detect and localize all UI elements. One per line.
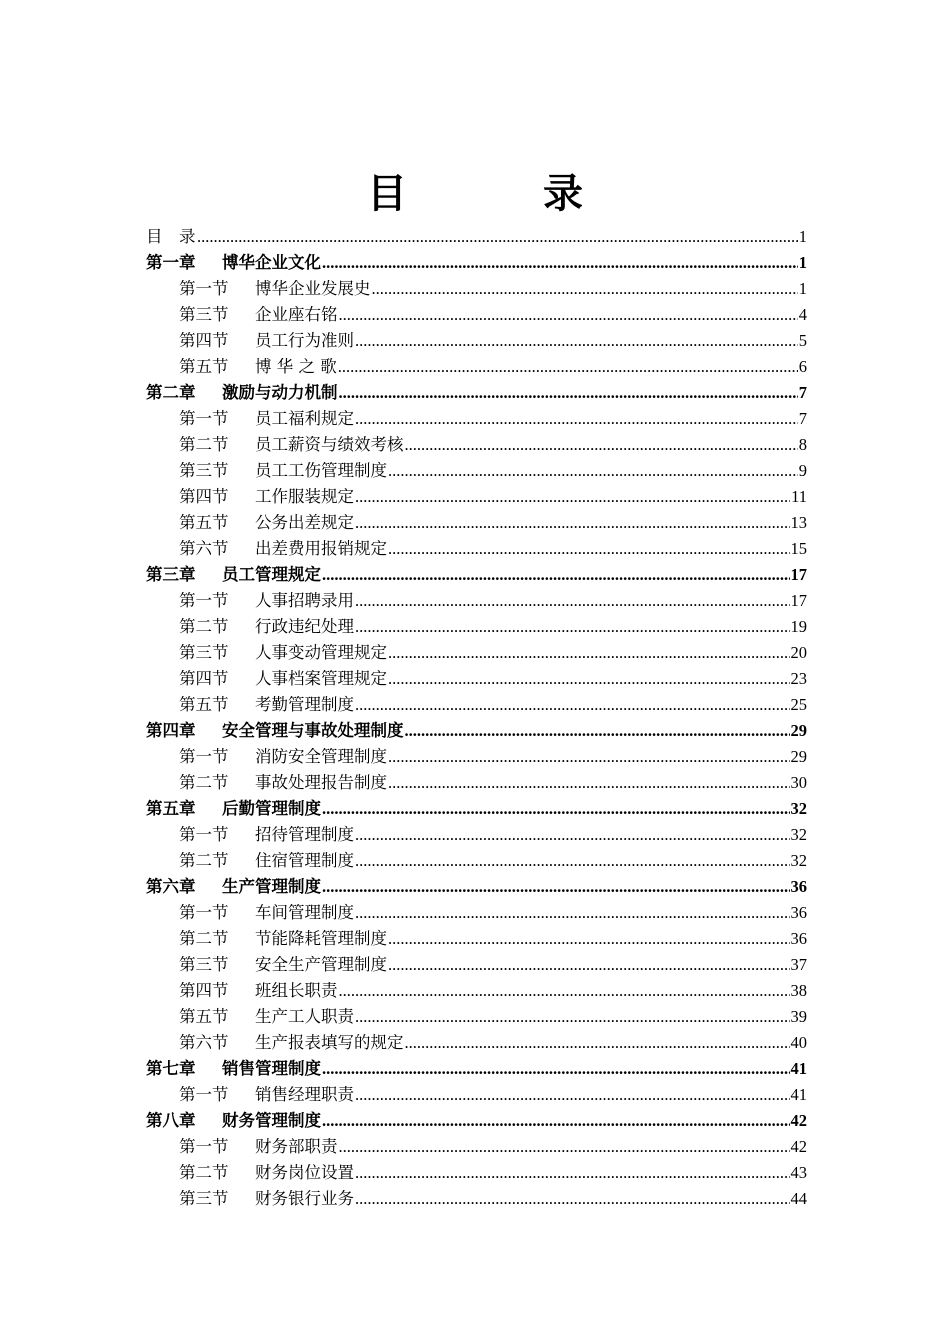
dot-leader bbox=[355, 614, 790, 640]
dot-leader bbox=[388, 770, 790, 796]
toc-entry-title: 事故处理报告制度 bbox=[255, 773, 387, 792]
dot-leader bbox=[355, 900, 790, 926]
toc-page-number: 29 bbox=[790, 747, 807, 766]
dot-leader bbox=[405, 432, 798, 458]
toc-entry-label bbox=[179, 1004, 354, 1030]
toc-section-entry[interactable] bbox=[146, 926, 807, 952]
toc-section-entry[interactable] bbox=[146, 432, 807, 458]
toc-page-number: 32 bbox=[790, 851, 807, 870]
dot-leader bbox=[388, 640, 790, 666]
toc-entry-label bbox=[179, 770, 387, 796]
toc-entry-label bbox=[179, 1186, 354, 1212]
toc-page-number: 20 bbox=[790, 643, 807, 662]
toc-page-number: 25 bbox=[790, 695, 807, 714]
toc-entry-number: 第五节 bbox=[179, 513, 229, 532]
toc-entry-label bbox=[179, 354, 337, 380]
toc-entry-title: 住宿管理制度 bbox=[255, 851, 354, 870]
dot-leader bbox=[355, 822, 790, 848]
dot-leader bbox=[355, 328, 798, 354]
toc-entry-number: 第一节 bbox=[179, 1137, 229, 1156]
toc-entry-title: 人事档案管理规定 bbox=[255, 669, 387, 688]
toc-entry-label bbox=[179, 926, 387, 952]
toc-entry-label bbox=[146, 250, 321, 276]
toc-entry-number: 第一节 bbox=[179, 409, 229, 428]
page-title: 目 录 bbox=[367, 171, 631, 217]
toc-page-number: 36 bbox=[790, 929, 807, 948]
toc-entry-number: 第四节 bbox=[179, 669, 229, 688]
toc-entry-title: 财务银行业务 bbox=[255, 1189, 354, 1208]
toc-section-entry[interactable] bbox=[146, 276, 807, 302]
dot-leader bbox=[355, 1160, 790, 1186]
toc-section-entry[interactable] bbox=[146, 1134, 807, 1160]
dot-leader bbox=[322, 796, 790, 822]
dot-leader bbox=[322, 1056, 790, 1082]
dot-leader bbox=[388, 536, 790, 562]
toc-page-number: 41 bbox=[790, 1085, 807, 1104]
dot-leader bbox=[405, 1030, 790, 1056]
toc-page-number: 8 bbox=[798, 435, 807, 454]
dot-leader bbox=[388, 926, 790, 952]
toc-entry-number: 第三章 bbox=[146, 565, 196, 584]
toc-entry-label bbox=[179, 1160, 354, 1186]
toc-section-entry[interactable] bbox=[146, 458, 807, 484]
toc-section-entry[interactable] bbox=[146, 1030, 807, 1056]
toc-page-number: 5 bbox=[798, 331, 807, 350]
toc-page-number: 7 bbox=[798, 383, 807, 402]
dot-leader bbox=[339, 380, 798, 406]
toc-section-entry[interactable] bbox=[146, 744, 807, 770]
toc-chapter-entry[interactable] bbox=[146, 380, 807, 406]
dot-leader bbox=[355, 484, 790, 510]
toc-page-number: 30 bbox=[790, 773, 807, 792]
toc-entry-label bbox=[179, 1082, 354, 1108]
dot-leader bbox=[197, 224, 798, 250]
toc-page-number: 37 bbox=[790, 955, 807, 974]
toc-page-number: 1 bbox=[798, 227, 807, 246]
toc-entry-number: 目 录 bbox=[146, 227, 196, 246]
toc-entry-title: 员工行为准则 bbox=[255, 331, 354, 350]
toc-entry-label bbox=[179, 666, 387, 692]
toc-entry-label bbox=[179, 978, 338, 1004]
toc-section-entry[interactable] bbox=[146, 640, 807, 666]
toc-section-entry[interactable] bbox=[146, 328, 807, 354]
toc-page-number: 19 bbox=[790, 617, 807, 636]
toc-entry-title: 博华企业文化 bbox=[222, 253, 321, 272]
toc-entry-title: 财务岗位设置 bbox=[255, 1163, 354, 1182]
toc-entry-number: 第一节 bbox=[179, 903, 229, 922]
toc-entry-title: 生产工人职责 bbox=[255, 1007, 354, 1026]
toc-entry-title: 企业座右铭 bbox=[255, 305, 338, 324]
dot-leader bbox=[339, 978, 790, 1004]
toc-section-entry[interactable] bbox=[146, 900, 807, 926]
toc-page-number: 13 bbox=[790, 513, 807, 532]
dot-leader bbox=[355, 1186, 790, 1212]
toc-entry-number: 第一节 bbox=[179, 825, 229, 844]
toc-entry-title: 员工管理规定 bbox=[222, 565, 321, 584]
toc-section-entry[interactable] bbox=[146, 822, 807, 848]
toc-entry-title: 生产管理制度 bbox=[222, 877, 321, 896]
toc-page-number: 6 bbox=[798, 357, 807, 376]
dot-leader bbox=[355, 406, 798, 432]
toc-page-number: 1 bbox=[798, 253, 807, 272]
toc-entry-number: 第二章 bbox=[146, 383, 196, 402]
toc-entry-label bbox=[179, 614, 354, 640]
toc-entry-number: 第七章 bbox=[146, 1059, 196, 1078]
toc-entry-title: 人事招聘录用 bbox=[255, 591, 354, 610]
toc-entry-number: 第一节 bbox=[179, 279, 229, 298]
toc-page-number: 1 bbox=[798, 279, 807, 298]
toc-page-number: 41 bbox=[790, 1059, 807, 1078]
toc-entry-number: 第二节 bbox=[179, 773, 229, 792]
toc-entry-number: 第一节 bbox=[179, 591, 229, 610]
toc-chapter-entry[interactable] bbox=[146, 718, 807, 744]
toc-entry-title: 出差费用报销规定 bbox=[255, 539, 387, 558]
toc-page-number: 40 bbox=[790, 1033, 807, 1052]
toc-entry-number: 第六节 bbox=[179, 539, 229, 558]
toc-entry-title: 销售管理制度 bbox=[222, 1059, 321, 1078]
toc-entry-number: 第一节 bbox=[179, 1085, 229, 1104]
dot-leader bbox=[339, 302, 798, 328]
toc-entry-label bbox=[179, 640, 387, 666]
toc-entry-title: 公务出差规定 bbox=[255, 513, 354, 532]
toc-entry-label bbox=[146, 380, 338, 406]
toc-chapter-entry[interactable] bbox=[146, 1056, 807, 1082]
dot-leader bbox=[405, 718, 790, 744]
toc-entry-number: 第二节 bbox=[179, 851, 229, 870]
toc-entry-label bbox=[179, 484, 354, 510]
toc-page-number: 36 bbox=[790, 903, 807, 922]
toc-entry-title: 生产报表填写的规定 bbox=[255, 1033, 404, 1052]
toc-page-number: 32 bbox=[790, 799, 807, 818]
toc-section-entry[interactable] bbox=[146, 536, 807, 562]
toc-entry-number: 第四节 bbox=[179, 331, 229, 350]
dot-leader bbox=[322, 250, 798, 276]
toc-entry-label bbox=[179, 588, 354, 614]
dot-leader bbox=[322, 562, 790, 588]
toc-entry-number: 第三节 bbox=[179, 305, 229, 324]
toc-page-number: 43 bbox=[790, 1163, 807, 1182]
toc-entry-title: 工作服装规定 bbox=[255, 487, 354, 506]
toc-entry-title: 消防安全管理制度 bbox=[255, 747, 387, 766]
toc-page-number: 42 bbox=[790, 1111, 807, 1130]
toc-entry-label bbox=[179, 536, 387, 562]
toc-entry-number: 第三节 bbox=[179, 461, 229, 480]
toc-entry-label bbox=[179, 276, 371, 302]
toc-section-entry[interactable] bbox=[146, 1160, 807, 1186]
toc-entry-number: 第二节 bbox=[179, 435, 229, 454]
toc-section-entry[interactable] bbox=[146, 952, 807, 978]
toc-entry-label bbox=[179, 1030, 404, 1056]
dot-leader bbox=[355, 848, 790, 874]
toc-section-entry[interactable] bbox=[146, 588, 807, 614]
toc-entry-title: 员工薪资与绩效考核 bbox=[255, 435, 404, 454]
toc-entry-title: 财务部职责 bbox=[255, 1137, 338, 1156]
toc-section-entry[interactable] bbox=[146, 848, 807, 874]
dot-leader bbox=[338, 354, 798, 380]
toc-entry-title: 激励与动力机制 bbox=[222, 383, 338, 402]
toc-entry-label bbox=[179, 406, 354, 432]
toc-chapter-entry[interactable] bbox=[146, 250, 807, 276]
toc-page-number: 9 bbox=[798, 461, 807, 480]
toc-entry-title: 博 华 之 歌 bbox=[255, 357, 337, 376]
toc-page-number: 42 bbox=[790, 1137, 807, 1156]
dot-leader bbox=[355, 1082, 790, 1108]
toc-chapter-entry[interactable] bbox=[146, 874, 807, 900]
toc-entry-label bbox=[179, 952, 387, 978]
toc-entry-title: 安全生产管理制度 bbox=[255, 955, 387, 974]
toc-entry-label bbox=[179, 510, 354, 536]
dot-leader bbox=[322, 874, 790, 900]
toc-entry-label bbox=[179, 848, 354, 874]
toc-entry-number: 第六节 bbox=[179, 1033, 229, 1052]
toc-entry-title: 招待管理制度 bbox=[255, 825, 354, 844]
dot-leader bbox=[372, 276, 798, 302]
toc-section-entry[interactable] bbox=[146, 1186, 807, 1212]
toc-entry-label bbox=[179, 302, 338, 328]
dot-leader bbox=[355, 1004, 790, 1030]
toc-entry-label bbox=[146, 718, 404, 744]
toc-page-number: 44 bbox=[790, 1189, 807, 1208]
toc-entry-number: 第三节 bbox=[179, 1189, 229, 1208]
dot-leader bbox=[355, 588, 790, 614]
toc-entry-number: 第三节 bbox=[179, 643, 229, 662]
toc-page-number: 29 bbox=[790, 721, 807, 740]
toc-entry-number: 第三节 bbox=[179, 955, 229, 974]
toc-page-number: 39 bbox=[790, 1007, 807, 1026]
toc-entry-label bbox=[146, 874, 321, 900]
toc-section-entry[interactable] bbox=[146, 484, 807, 510]
toc-entry-label bbox=[179, 744, 387, 770]
toc-entry-title: 博华企业发展史 bbox=[255, 279, 371, 298]
toc-entry-label bbox=[146, 1108, 321, 1134]
table-of-contents bbox=[146, 224, 807, 1212]
toc-section-entry[interactable] bbox=[146, 614, 807, 640]
toc-entry-number: 第八章 bbox=[146, 1111, 196, 1130]
toc-entry-number: 第四节 bbox=[179, 487, 229, 506]
dot-leader bbox=[388, 666, 790, 692]
toc-page-number: 11 bbox=[791, 487, 807, 506]
toc-entry-label bbox=[179, 458, 387, 484]
toc-chapter-entry[interactable] bbox=[146, 562, 807, 588]
toc-entry-number: 第五节 bbox=[179, 1007, 229, 1026]
toc-entry-label bbox=[179, 900, 354, 926]
dot-leader bbox=[355, 510, 790, 536]
dot-leader bbox=[355, 692, 790, 718]
toc-entry-title: 安全管理与事故处理制度 bbox=[222, 721, 404, 740]
toc-entry-number: 第五节 bbox=[179, 695, 229, 714]
dot-leader bbox=[339, 1134, 790, 1160]
toc-entry-label bbox=[146, 224, 196, 250]
toc-entry-number: 第四章 bbox=[146, 721, 196, 740]
toc-entry-number: 第一章 bbox=[146, 253, 196, 272]
toc-entry-title: 员工福利规定 bbox=[255, 409, 354, 428]
toc-entry-title: 车间管理制度 bbox=[255, 903, 354, 922]
toc-entry-label bbox=[179, 432, 404, 458]
toc-section-entry[interactable] bbox=[146, 978, 807, 1004]
toc-chapter-entry[interactable] bbox=[146, 796, 807, 822]
toc-page-number: 17 bbox=[790, 591, 807, 610]
toc-entry-number: 第五章 bbox=[146, 799, 196, 818]
toc-page-number: 4 bbox=[798, 305, 807, 324]
toc-entry-title: 节能降耗管理制度 bbox=[255, 929, 387, 948]
toc-page-number: 15 bbox=[790, 539, 807, 558]
toc-section-entry[interactable] bbox=[146, 510, 807, 536]
toc-entry-title: 员工工伤管理制度 bbox=[255, 461, 387, 480]
dot-leader bbox=[388, 458, 798, 484]
toc-entry-title: 销售经理职责 bbox=[255, 1085, 354, 1104]
toc-chapter-entry[interactable] bbox=[146, 224, 807, 250]
toc-page-number: 17 bbox=[790, 565, 807, 584]
dot-leader bbox=[388, 952, 790, 978]
toc-entry-number: 第二节 bbox=[179, 617, 229, 636]
toc-chapter-entry[interactable] bbox=[146, 1108, 807, 1134]
toc-entry-label bbox=[179, 328, 354, 354]
toc-entry-number: 第二节 bbox=[179, 1163, 229, 1182]
toc-entry-label bbox=[146, 796, 321, 822]
dot-leader bbox=[388, 744, 790, 770]
toc-section-entry[interactable] bbox=[146, 666, 807, 692]
toc-entry-title: 班组长职责 bbox=[255, 981, 338, 1000]
toc-entry-number: 第二节 bbox=[179, 929, 229, 948]
toc-entry-title: 人事变动管理规定 bbox=[255, 643, 387, 662]
toc-entry-label bbox=[146, 562, 321, 588]
toc-section-entry[interactable] bbox=[146, 302, 807, 328]
toc-entry-number: 第四节 bbox=[179, 981, 229, 1000]
toc-entry-title: 考勤管理制度 bbox=[255, 695, 354, 714]
toc-entry-label bbox=[179, 692, 354, 718]
dot-leader bbox=[322, 1108, 790, 1134]
toc-page-number: 23 bbox=[790, 669, 807, 688]
toc-entry-number: 第一节 bbox=[179, 747, 229, 766]
toc-entry-number: 第六章 bbox=[146, 877, 196, 896]
toc-entry-number: 第五节 bbox=[179, 357, 229, 376]
toc-section-entry[interactable] bbox=[146, 1004, 807, 1030]
toc-entry-title: 后勤管理制度 bbox=[222, 799, 321, 818]
toc-entry-title: 财务管理制度 bbox=[222, 1111, 321, 1130]
toc-entry-title: 行政违纪处理 bbox=[255, 617, 354, 636]
toc-page-number: 7 bbox=[798, 409, 807, 428]
toc-page-number: 36 bbox=[790, 877, 807, 896]
toc-section-entry[interactable] bbox=[146, 770, 807, 796]
toc-page-number: 32 bbox=[790, 825, 807, 844]
toc-section-entry[interactable] bbox=[146, 354, 807, 380]
toc-entry-label bbox=[146, 1056, 321, 1082]
toc-section-entry[interactable] bbox=[146, 1082, 807, 1108]
toc-section-entry[interactable] bbox=[146, 692, 807, 718]
toc-entry-label bbox=[179, 1134, 338, 1160]
toc-section-entry[interactable] bbox=[146, 406, 807, 432]
toc-entry-label bbox=[179, 822, 354, 848]
toc-page-number: 38 bbox=[790, 981, 807, 1000]
